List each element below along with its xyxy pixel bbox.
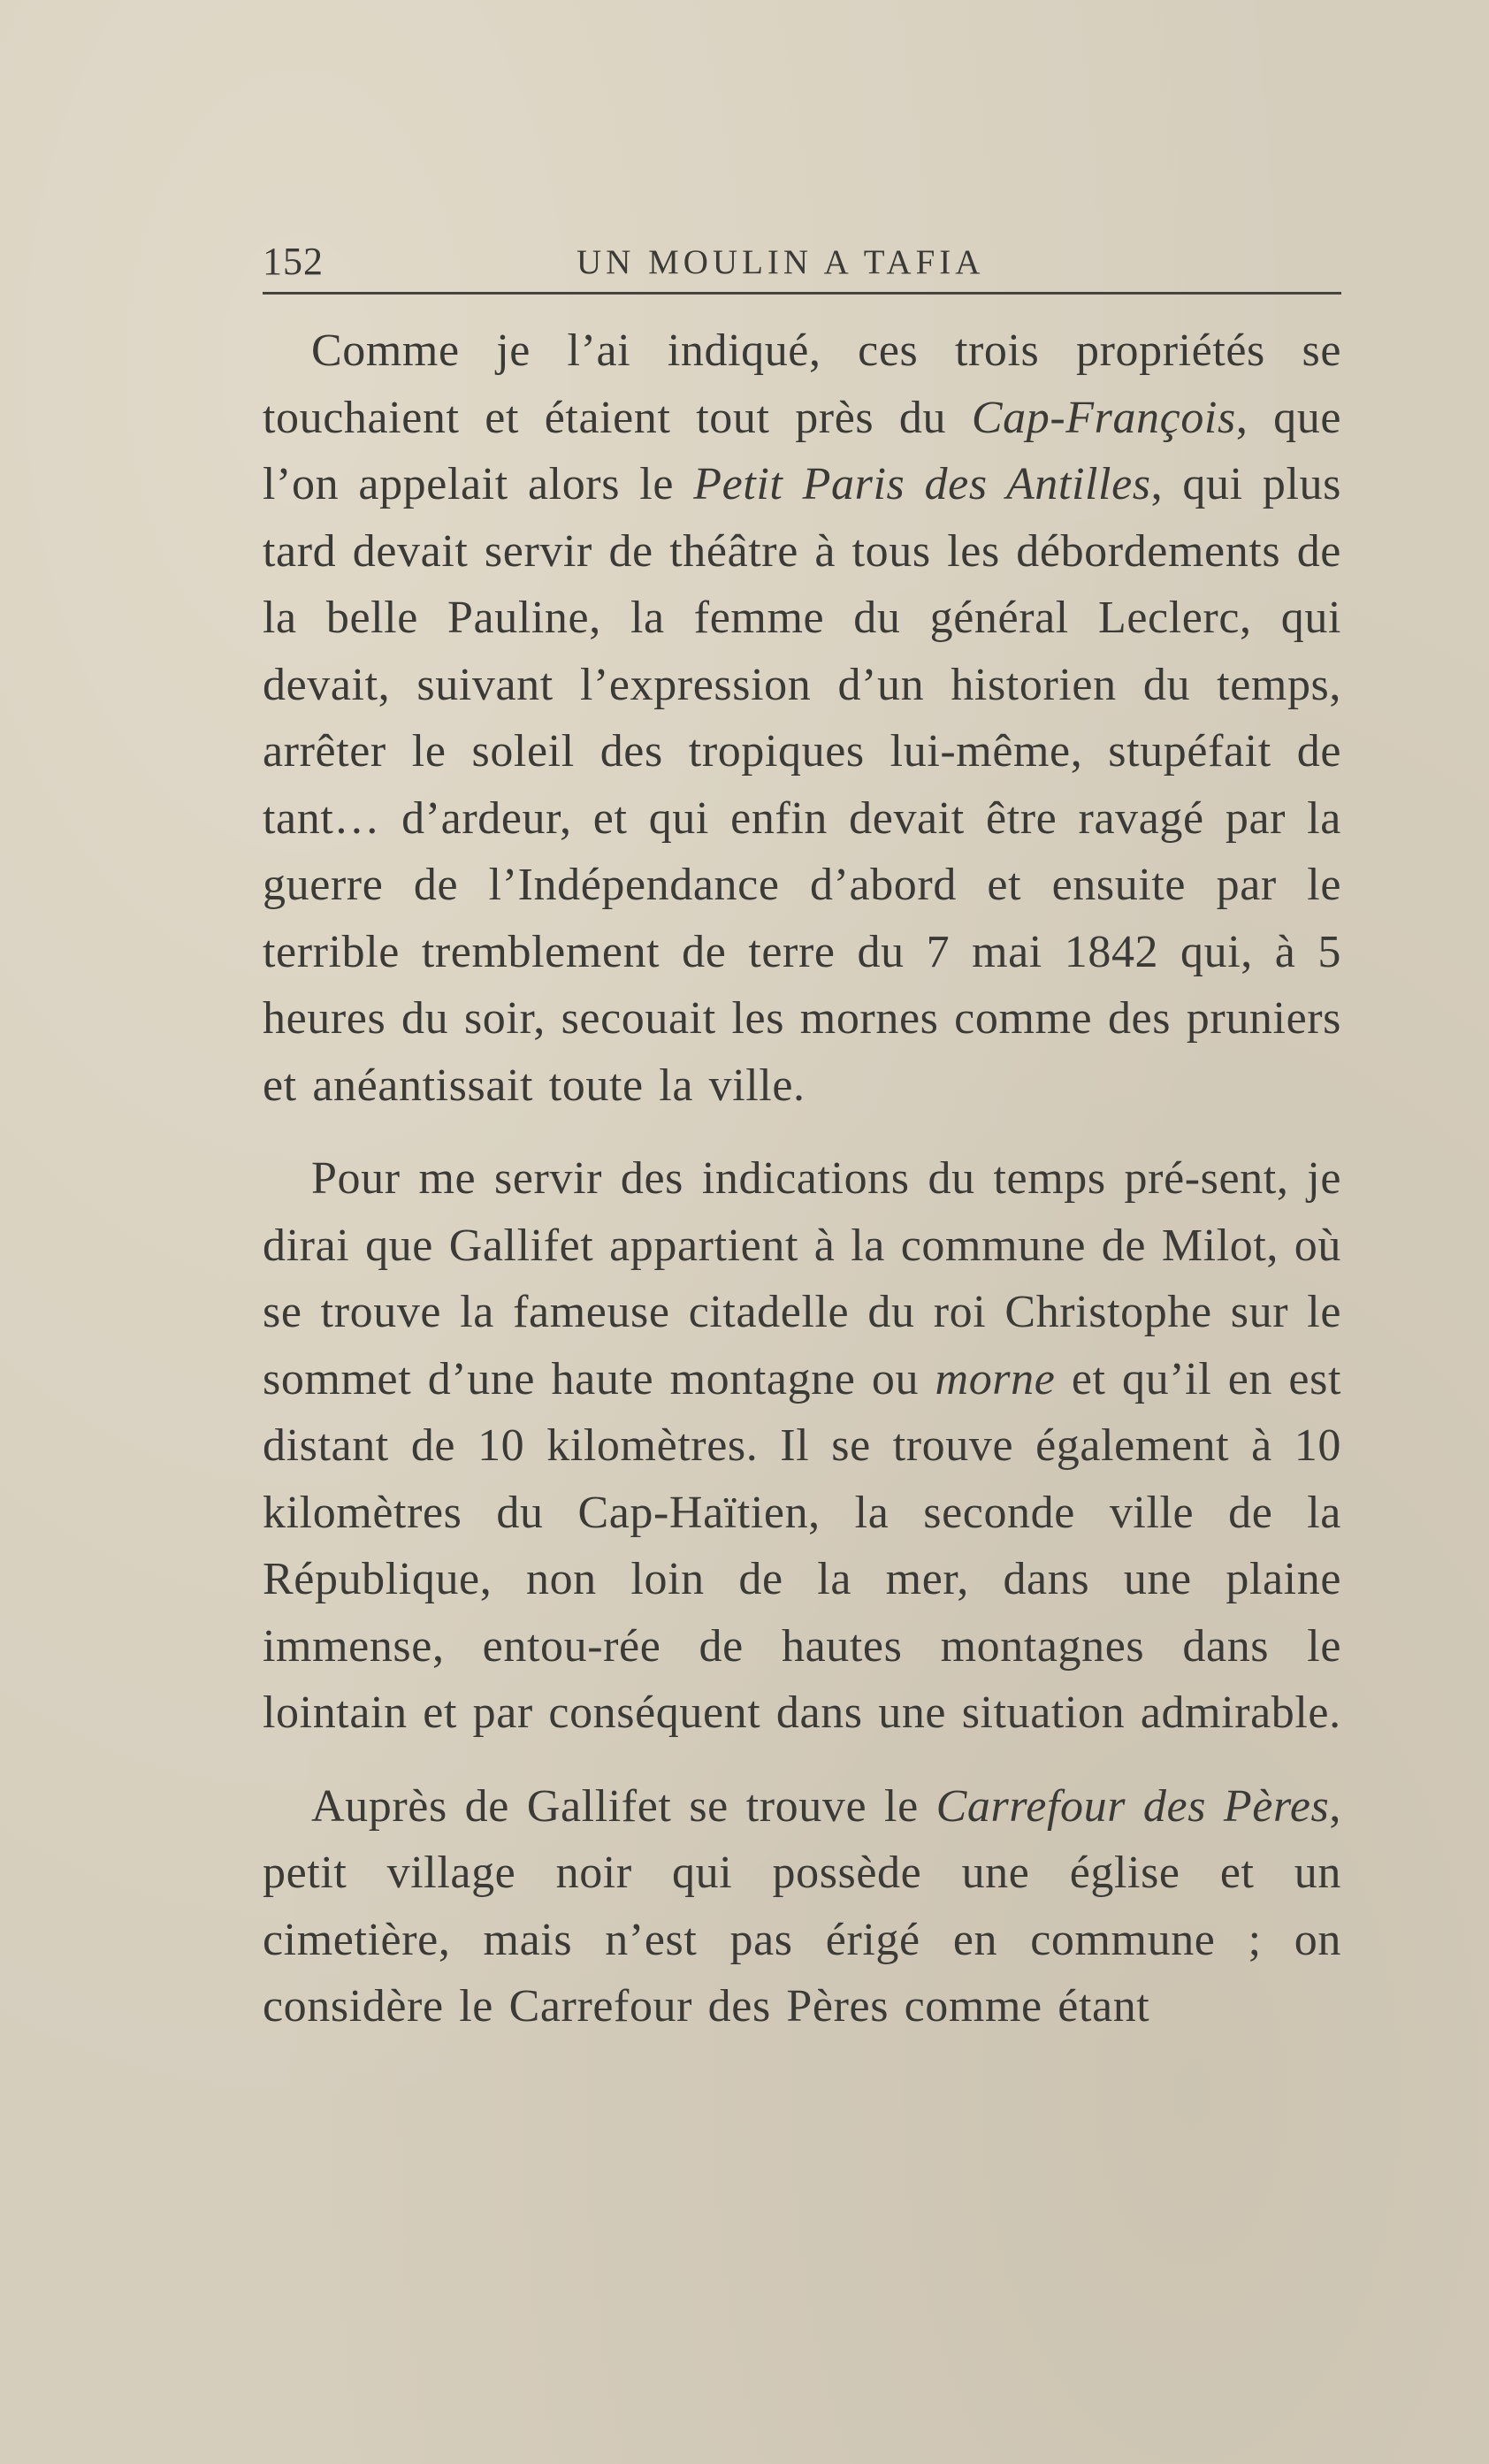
nickname-petit-paris: Petit Paris des Antilles (693, 459, 1151, 509)
place-name-cap-francois: Cap-François (971, 392, 1236, 443)
place-name-carrefour: Carrefour des Pères (935, 1780, 1330, 1832)
paragraph-2-text-a: Pour me servir des indications du temps pré-sent, je dirai que Gallifet appartient à la commune de Milot, où se trouve la fameuse citadelle du roi Christophe sur le sommet d’une haute montagne ou (263, 1153, 1341, 1404)
paragraph-2 (263, 1145, 1341, 1747)
book-page (263, 237, 1341, 2040)
page-number: 152 (263, 240, 324, 283)
paragraph-1-text-c: , qui plus tard devait servir de théâtre à tous les débordements de la belle Pauline, la femme du général Leclerc, qui devait, suivant l’expression d’un historien du temps, arrêter le soleil des tropiques lui-même, stupéfait de tant… d’ardeur, et qui enfin devait être ravagé par la guerre de l’Indépendance d’abord et ensuite par le terrible tremblement de terre du 7 mai 1842 qui, à 5 heures du soir, secouait les mornes comme des pruniers et anéantissait toute la ville. (263, 459, 1341, 1111)
paragraph-3 (263, 1773, 1341, 2040)
paragraph-1-text-a: Comme je l’ai indiqué, ces trois propriétés se touchaient et étaient tout près du (263, 325, 1341, 443)
paragraph-2-text-b: et qu’il en est distant de 10 kilomètres. Il se trouve également à 10 kilomètres du Cap-Haïtien, la seconde ville de la République, non loin de la mer, dans une plaine immense, entou-rée de hautes montagnes dans le lointain et par conséquent dans une situation admirable. (263, 1353, 1341, 1738)
body-text (263, 318, 1341, 2040)
paragraph-3-text-a: Auprès de Gallifet se trouve le (311, 1780, 936, 1832)
paragraph-1 (263, 318, 1341, 1119)
paragraph-3-text-b: , petit village noir qui possède une église et un cimetière, mais n’est pas érigé en commune ; on considère le Carrefour des Pères comme étant (263, 1780, 1341, 2032)
paragraph-1-text-b: , que l’on appelait alors le (263, 392, 1341, 509)
term-morne: morne (935, 1353, 1056, 1404)
running-title: UN MOULIN A TAFIA (577, 243, 985, 281)
running-head (263, 237, 1341, 295)
